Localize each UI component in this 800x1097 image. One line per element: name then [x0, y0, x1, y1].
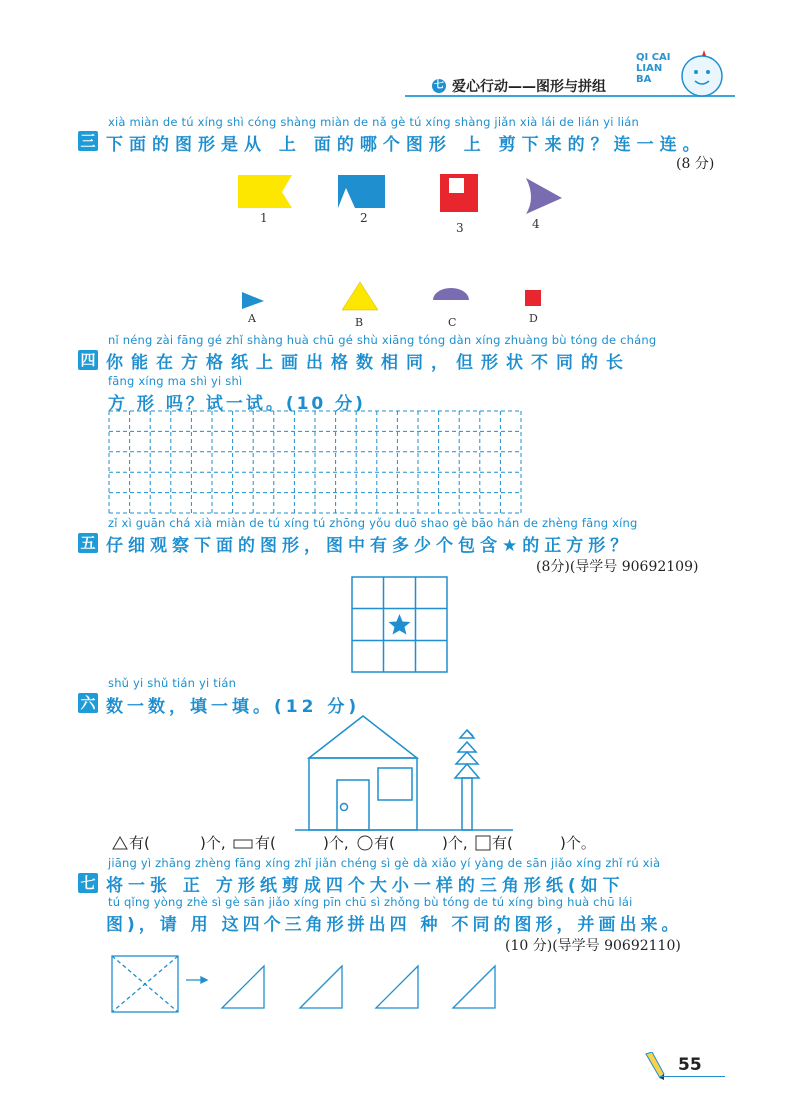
rectangle-count-label: 有( — [255, 834, 276, 852]
red-square-hole — [449, 178, 464, 193]
yellow-triangle[interactable] — [342, 282, 378, 310]
q4-number: 四 — [78, 350, 98, 370]
triangle-icon — [112, 836, 128, 850]
q4-grid-paper[interactable] — [108, 410, 522, 514]
q4-text-1: 你能在方格纸上画出格数相同，但形状不同的长 — [106, 353, 631, 373]
blue-small-triangle[interactable] — [242, 292, 264, 309]
q5-grid-figure — [351, 576, 449, 674]
q5-score: (8分)(导学号 90692109) — [536, 559, 699, 575]
circle-icon — [357, 835, 373, 851]
triangle-count-label: 有( — [129, 834, 150, 852]
circle-count-unit: )个, — [442, 834, 468, 852]
circle-count-label: 有( — [374, 834, 395, 852]
square-count-label: 有( — [492, 834, 513, 852]
q7-score: (10 分)(导学号 90692110) — [505, 938, 681, 954]
q3-number: 三 — [78, 131, 98, 151]
q6-number: 六 — [78, 693, 98, 713]
q5-number: 五 — [78, 533, 98, 553]
header-bar — [0, 0, 800, 100]
q4-pinyin-2: fāng xíng ma shì yi shì — [108, 374, 243, 388]
circle-count-blank[interactable] — [406, 834, 446, 852]
q7-text-2: 图)，请 用 这四个三角形拼出四 种 不同的图形，并画出来。 — [106, 915, 683, 935]
q7-figure — [110, 954, 510, 1016]
q7-number: 七 — [78, 873, 98, 893]
q6-fill-row — [112, 832, 632, 854]
q7-text-1: 将一张 正 方形纸剪成四个大小一样的三角形纸(如下 — [106, 876, 625, 896]
triangle-count-unit: )个, — [200, 834, 226, 852]
rectangle-count-blank[interactable] — [287, 834, 327, 852]
q6-text: 数一数，填一填。(12 分) — [106, 697, 361, 717]
purple-semicircle[interactable] — [433, 288, 469, 300]
q4-text-2: 方 形 吗？试一试。(10 分) — [108, 394, 366, 414]
q3-label-c: C — [448, 316, 457, 329]
q3-label-a: A — [248, 312, 256, 325]
chapter-title: 爱心行动——图形与拼组 — [452, 79, 606, 95]
q3-pinyin: xià miàn de tú xíng shì cóng shàng miàn de nǎ gè tú xíng shàng jiǎn xià lái de lián yi lián — [108, 115, 640, 129]
q3-bottom-shapes — [230, 280, 560, 316]
q3-label-3: 3 — [456, 221, 464, 235]
q3-label-4: 4 — [532, 217, 540, 231]
square-count-blank[interactable] — [524, 834, 564, 852]
q3-label-d: D — [529, 312, 538, 325]
q3-text: 下面的图形是从 上 面的哪个图形 上 剪下来的？连一连。 — [106, 135, 706, 155]
red-small-square[interactable] — [525, 290, 541, 306]
q3-label-1: 1 — [260, 211, 268, 225]
q7-pinyin-2: tú qǐng yòng zhè sì gè sān jiǎo xíng pīn chū sì zhǒng bù tóng de tú xíng bìng huà chū lái — [108, 895, 633, 909]
q6-pinyin: shǔ yi shǔ tián yi tián — [108, 676, 237, 690]
square-count-unit: )个。 — [560, 834, 596, 852]
q3-label-2: 2 — [360, 211, 368, 225]
rectangle-count-unit: )个, — [323, 834, 349, 852]
blue-notched-shape[interactable] — [338, 175, 385, 208]
star-icon — [389, 614, 411, 635]
q5-text: 仔细观察下面的图形，图中有多少个包含★的正方形？ — [106, 536, 633, 556]
q3-score: (8 分) — [676, 156, 715, 172]
q3-label-b: B — [355, 316, 364, 329]
page-number-underline — [660, 1076, 725, 1077]
page-number: 55 — [678, 1055, 702, 1075]
rectangle-icon — [233, 839, 253, 849]
q4-pinyin-1: nǐ néng zài fāng gé zhǐ shàng huà chū gé shù xiāng tóng dàn xíng zhuàng bù tóng de cháng — [108, 333, 657, 347]
yellow-flag-shape[interactable] — [238, 175, 292, 208]
q7-pinyin-1: jiāng yì zhāng zhèng fāng xíng zhǐ jiǎn chéng sì gè dà xiǎo yí yàng de sān jiǎo xíng zhǐ rú xià — [108, 856, 661, 870]
logo-text: QI CAI LIAN BA — [636, 52, 671, 85]
q3-top-shapes — [230, 170, 570, 230]
square-icon — [475, 835, 491, 851]
q6-house-figure — [295, 712, 515, 834]
chapter-badge: 七 — [434, 80, 444, 91]
q5-pinyin: zǐ xì guān chá xià miàn de tú xíng tú zhōng yǒu duō shao gè bāo hán de zhèng fāng xíng — [108, 516, 638, 530]
purple-arrow-shape[interactable] — [526, 178, 562, 214]
triangle-count-blank[interactable] — [161, 834, 199, 852]
